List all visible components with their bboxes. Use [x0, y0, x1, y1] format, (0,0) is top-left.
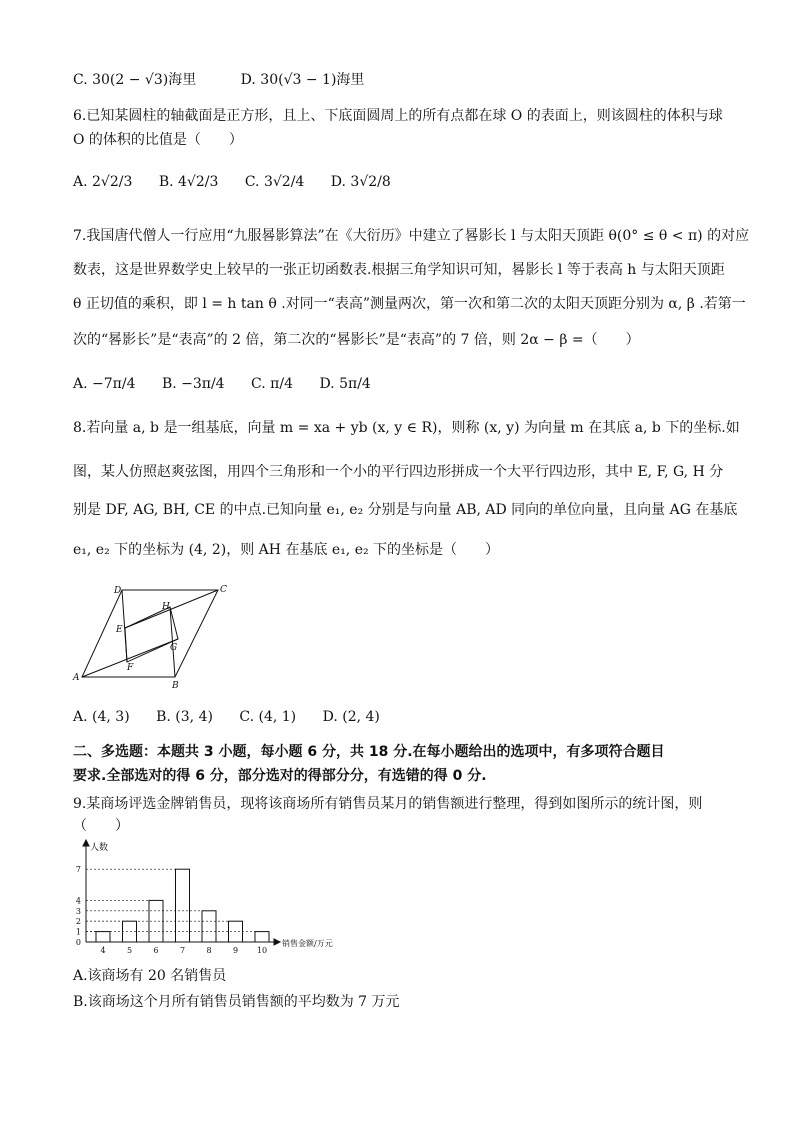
q7-text-line3: θ 正切值的乘积，即 l = h tan θ .对同一“表高”测量两次，第一次和第二次的太阳天顶距分别为 α, β .若第一: [73, 296, 746, 312]
q5-option-c: C. 30(2 − √3)海里: [73, 72, 197, 88]
x-tick-label-8: 8: [206, 946, 212, 955]
q9-option-b: B.该商场这个月所有销售员销售额的平均数为 7 万元: [73, 994, 400, 1010]
q7-text-line4: 次的“晷影长”是“表高”的 2 倍，第二次的“晷影长”是“表高”的 7 倍，则 2α − β =（ ）: [73, 332, 640, 348]
q8-option-b: B. (3, 4): [156, 709, 213, 725]
x-tick-label-5: 5: [126, 946, 133, 955]
q6-option-c: C. 3√2/4: [244, 174, 305, 190]
q9-text-line2: （ ）: [73, 818, 129, 834]
x-tick-label-4: 4: [100, 946, 106, 955]
q6-option-d: D. 3√2/8: [330, 174, 391, 190]
q8-option-d: D. (2, 4): [322, 709, 380, 725]
x-axis-arrow: [274, 939, 280, 945]
y-axis-label: 人数: [90, 843, 109, 853]
x-tick-label-7: 7: [179, 946, 186, 955]
q9-option-a: A.该商场有 20 名销售员: [73, 968, 227, 984]
y-tick-label-1: 1: [75, 927, 81, 937]
q7-option-b: B. −3π/4: [161, 376, 225, 392]
q7-options: [73, 374, 393, 394]
inner-parallelogram: [125, 607, 178, 662]
q8-figure: [70, 580, 230, 695]
x-tick-label-6: 6: [153, 946, 159, 955]
bar-8: [202, 911, 216, 942]
q8-text-line2: 图，某人仿照赵爽弦图，用四个三角形和一个小的平行四边形拼成一个大平行四边形，其中 E, F, G, H 分: [73, 464, 724, 480]
bar-4: [96, 932, 110, 942]
bar-10: [255, 932, 269, 942]
q6-options: [73, 172, 413, 192]
label-f: F: [127, 663, 134, 673]
q8-text-line4: e₁, e₂ 下的坐标为 (4, 2)，则 AH 在基底 e₁, e₂ 下的坐标是（ ）: [73, 542, 500, 558]
label-c: C: [220, 585, 227, 595]
q6-option-a: A. 2√2/3: [73, 174, 133, 190]
q9-text-line1: 9.某商场评选金牌销售员，现将该商场所有销售员某月的销售额进行整理，得到如图所示的统计图，则: [73, 796, 703, 812]
y-tick-label-4: 4: [75, 896, 81, 906]
y-tick-label-0: 0: [75, 938, 81, 947]
y-tick-label-3: 3: [75, 906, 81, 916]
section2-heading-line2: 要求.全部选对的得 6 分，部分选对的得部分分，有选错的得 0 分.: [73, 768, 487, 784]
q5-options: [73, 70, 386, 90]
q7-option-d: D. 5π/4: [319, 376, 371, 392]
q8-option-a: A. (4, 3): [73, 709, 130, 725]
x-tick-label-9: 9: [232, 946, 239, 955]
label-b: B: [172, 681, 179, 691]
bar-7: [176, 869, 190, 942]
label-e: E: [116, 625, 123, 635]
q8-options: [73, 707, 402, 727]
q8-option-c: C. (4, 1): [239, 709, 297, 725]
q7-option-a: A. −7π/4: [73, 376, 136, 392]
q8-text-line1: 8.若向量 a, b 是一组基底，向量 m = xa + yb (x, y ∈ R)，则称 (x, y) 为向量 m 在其底 a, b 下的坐标.如: [73, 420, 740, 436]
q9-chart: [70, 838, 370, 960]
x-tick-label-10: 10: [256, 946, 268, 955]
q8-text-line3: 别是 DF, AG, BH, CE 的中点.已知向量 e₁, e₂ 分别是与向量 AB, AD 同向的单位向量，且向量 AG 在基底: [73, 502, 738, 518]
q7-text-line1: 7.我国唐代僧人一行应用“九服晷影算法”在《大衍历》中建立了晷影长 l 与太阳天顶距 θ(0° ≤ θ < π) 的对应: [73, 228, 750, 244]
label-a: A: [73, 673, 80, 683]
y-axis-arrow: [83, 840, 89, 846]
label-h: H: [162, 602, 170, 612]
q5-option-d: D. 30(√3 − 1)海里: [240, 72, 365, 88]
q7-option-c: C. π/4: [251, 376, 293, 392]
label-g: G: [170, 643, 178, 653]
y-tick-label-7: 7: [75, 865, 81, 875]
q7-text-line2: 数表，这是世界数学史上较早的一张正切函数表.根据三角学知识可知，晷影长 l 等于表高 h 与太阳天顶距: [73, 262, 725, 278]
outer-parallelogram: [82, 590, 218, 677]
section2-heading-line1: 二、多选题：本题共 3 小题，每小题 6 分，共 18 分.在每小题给出的选项中，有多项符合题目: [73, 744, 665, 760]
q6-text-line2: O 的体积的比值是（ ）: [73, 132, 243, 148]
y-tick-label-2: 2: [75, 917, 81, 927]
q6-text-line1: 6.已知某圆柱的轴截面是正方形，且上、下底面圆周上的所有点都在球 O 的表面上，则该圆柱的体积与球: [73, 108, 723, 124]
label-d: D: [114, 586, 122, 596]
q6-option-b: B. 4√2/3: [158, 174, 219, 190]
x-axis-label: 销售金额/万元: [282, 939, 333, 948]
